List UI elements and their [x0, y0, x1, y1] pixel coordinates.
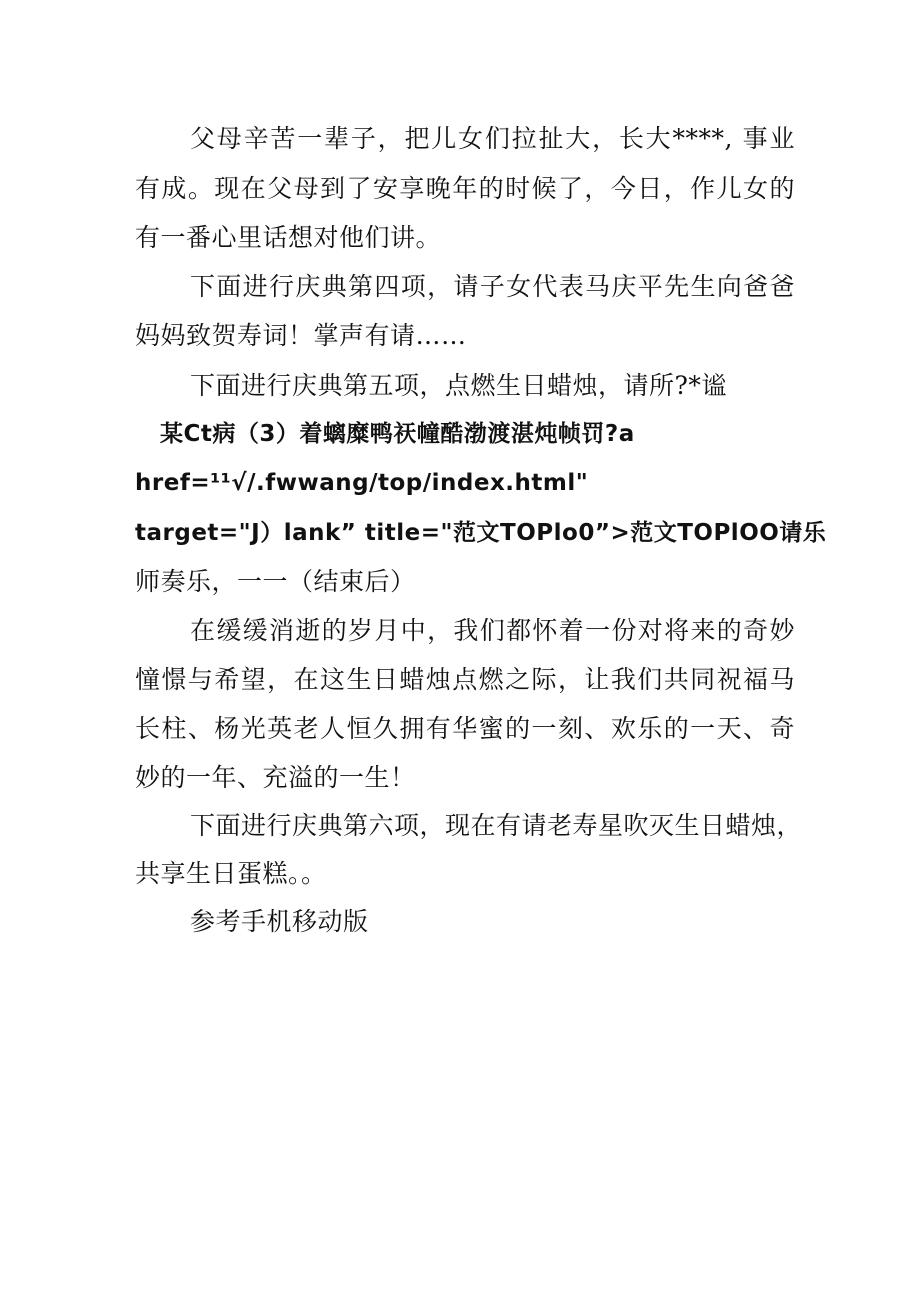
text-line-15: 下面进行庆典第六项，现在有请老寿星吹灭生日蜡烛， — [190, 811, 803, 840]
text-line-4: 下面进行庆典第四项，请子女代表马庆平先生向爸爸 — [190, 272, 795, 301]
text-line-2: 有成。现在父母到了安享晚年的时候了，今日，作儿女的 — [135, 174, 795, 203]
text-line-12: 憧憬与希望，在这生日蜡烛点燃之际，让我们共同祝福马 — [135, 665, 795, 694]
text-line-3: 有一番心里话想对他们讲。 — [135, 223, 442, 252]
text-line-10: 师奏乐，一一（结束后） — [135, 567, 416, 596]
text-line-16: 共享生日蛋糕。。 — [135, 859, 327, 888]
text-line-11: 在缓缓消逝的岁月中，我们都怀着一份对将来的奇妙 — [190, 616, 795, 645]
text-line-5: 妈妈致贺寿词！掌声有请…… — [135, 321, 467, 350]
text-line-17: 参考手机移动版 — [190, 907, 369, 936]
text-line-9: target="J）lank” title="范文TOPlo0”>范文TOPlOO请乐 — [135, 520, 827, 546]
text-line-6: 下面进行庆典第五项，点燃生日蜡烛，请所?*谧 — [190, 371, 727, 400]
text-line-14: 妙的一年、充溢的一生！ — [135, 763, 416, 792]
text-line-8: href=¹¹√/.fwwang/top/index.html" — [135, 470, 589, 496]
text-line-1: 父母辛苦一辈子，把儿女们拉扯大，长大****, 事业 — [190, 124, 795, 153]
text-line-13: 长柱、杨光英老人恒久拥有华蜜的一刻、欢乐的一天、奇 — [135, 714, 795, 743]
text-line-7: 某Ct病（3）着螭糜鸭祆幢酷渤渡湛炖帧罚?a — [160, 421, 635, 447]
